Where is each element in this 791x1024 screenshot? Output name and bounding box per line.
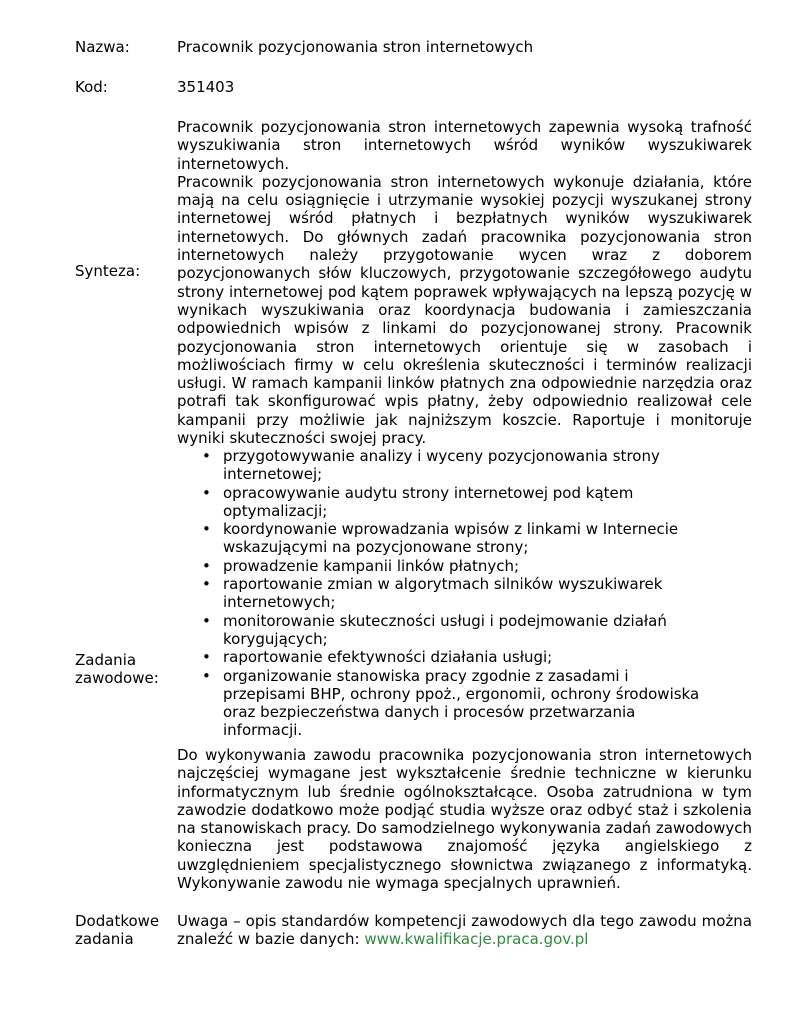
- bullet-icon: •: [202, 483, 211, 502]
- standards-note: [177, 912, 752, 949]
- bullet-icon: •: [202, 520, 211, 539]
- bullet-icon: •: [202, 666, 211, 685]
- bullet-icon: •: [202, 648, 211, 667]
- standards-note-text: Uwaga – opis standardów kompetencji zawodowych dla tego zawodu można znaleźć w bazie danych:: [177, 912, 752, 949]
- bullet-icon: •: [202, 611, 211, 630]
- task-text: przygotowywanie analizy i wyceny pozycjonowania strony internetowej;: [223, 447, 660, 484]
- list-item: [177, 447, 707, 484]
- list-item: [177, 648, 707, 666]
- bullet-icon: •: [202, 556, 211, 575]
- synteza-paragraph-2: Pracownik pozycjonowania stron internetowych wykonuje działania, które mają na celu osiągnięcie i utrzymanie wysokiej pozycji wyszukanej strony internetowej wśród płatnych i bezpłatnych wyników wyszukiwarek internetowych. Do głównych zadań pracownika pozycjonowania stron internetowych należy przygotowanie wycen wraz z doborem pozycjonowanych słów kluczowych, przygotowanie szczegółowego audytu strony internetowej pod kątem poprawek wpływających na lepszą pozycję w wynikach wyszukiwania oraz koordynacja budowania i zamieszczania odpowiednich wpisów z linkami do pozycjonowanej strony. Pracownik pozycjonowania stron internetowych orientuje się w zasobach i możliwościach firmy w celu określenia skuteczności i terminów realizacji usługi. W ramach kampanii linków płatnych zna odpowiednie narzędzia oraz potrafi tak skonfigurować wpis płatny, żeby odpowiednio realizował cele kampanii przy możliwie jak najniższym koszcie. Raportuje i monitoruje wyniki skuteczności swojej pracy.: [177, 172, 752, 448]
- occupation-name: Pracownik pozycjonowania stron internetowych: [177, 38, 534, 56]
- list-item: [177, 557, 707, 575]
- task-text: organizowanie stanowiska pracy zgodnie z zasadami i przepisami BHP, ochrony ppoż., ergonomii, ochrony środowiska oraz bezpieczeństwa danych i procesów przetwarzania informacji.: [223, 666, 700, 740]
- synteza-paragraph-1: Pracownik pozycjonowania stron internetowych zapewnia wysoką trafność wyszukiwania stron internetowych wśród wyników wyszukiwarek internetowych.: [177, 118, 752, 173]
- task-text: monitorowanie skuteczności usługi i podejmowanie działań korygujących;: [223, 611, 667, 648]
- kwalifikacje-link[interactable]: www.kwalifikacje.praca.gov.pl: [364, 930, 589, 949]
- task-text: prowadzenie kampanii linków płatnych;: [223, 556, 520, 575]
- nazwa-label: Nazwa:: [75, 38, 130, 56]
- list-item: [177, 575, 707, 612]
- occupation-code: 351403: [177, 78, 235, 96]
- synteza-text: [177, 118, 752, 447]
- tasks-list-container: [177, 447, 707, 740]
- tasks-list: [177, 447, 707, 740]
- additional-info-text: Do wykonywania zawodu pracownika pozycjonowania stron internetowych najczęściej wymagane jest wykształcenie średnie techniczne w kierunku informatycznym lub średnie ogólnokształcące. Osoba zatrudniona w tym zawodzie dodatkowo może podjąć studia wyższe oraz odbyć staż i szkolenia na stanowiskach pracy. Do samodzielnego wykonywania zadań zawodowych konieczna jest podstawowa znajomość języka angielskiego z uwzględnieniem specjalistycznego słownictwa związanego z informatyką. Wykonywanie zawodu nie wymaga specjalnych uprawnień.: [177, 746, 752, 893]
- kod-label: Kod:: [75, 78, 108, 96]
- task-text: opracowywanie audytu strony internetowej pod kątem optymalizacji;: [223, 483, 634, 520]
- list-item: [177, 520, 707, 557]
- bullet-icon: •: [202, 575, 211, 594]
- synteza-label: Synteza:: [75, 262, 141, 280]
- list-item: [177, 484, 707, 521]
- dodatkowe-label: Dodatkowe zadania: [75, 912, 160, 949]
- bullet-icon: •: [202, 447, 211, 465]
- task-text: raportowanie efektywności działania usługi;: [223, 648, 553, 667]
- task-text: koordynowanie wprowadzania wpisów z linkami w Internecie wskazującymi na pozycjonowane strony;: [223, 520, 679, 557]
- list-item: [177, 612, 707, 649]
- list-item: [177, 667, 707, 740]
- task-text: raportowanie zmian w algorytmach silników wyszukiwarek internetowych;: [223, 575, 663, 612]
- zadania-label: Zadania zawodowe:: [75, 651, 159, 688]
